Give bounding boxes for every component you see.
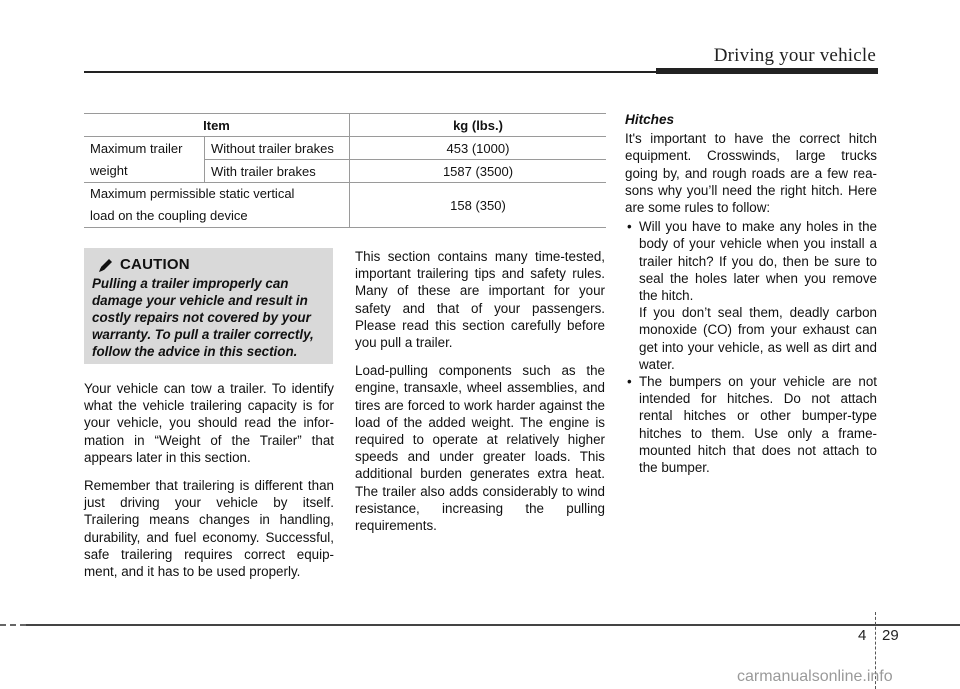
right-column xyxy=(625,111,877,476)
caution-text: Pulling a trailer improperly can damage your vehicle and result in costly repairs not covered by your warranty. To pull a trailer correctly, follow the advice in this section. xyxy=(92,276,314,359)
table-header-value: kg (lbs.) xyxy=(350,114,607,137)
list-item: • Will you have to make any holes in the body of your vehicle when you install a trailer hitch? If you do, then be sure to seal the holes later when you remove the hitch. xyxy=(625,218,877,304)
pencil-caution-icon xyxy=(98,257,114,273)
table-cell-sub: With trailer brakes xyxy=(205,160,350,183)
middle-column xyxy=(355,248,605,545)
table-cell-value: 158 (350) xyxy=(350,183,607,228)
hitches-heading: Hitches xyxy=(625,112,675,127)
left-column xyxy=(84,380,334,591)
paragraph: Load-pulling components such as the engine, transaxle, wheel assemblies, and tires are forced to work harder against the load of the added weight. The engine is required to operate at relatively higher speeds and under greater loads. This additional burden generates extra heat. The trailer also adds considerably to wind resistance, increasing the pulling requirements. xyxy=(355,363,605,534)
table-cell-sub: Without trailer brakes xyxy=(205,137,350,160)
footer-rule xyxy=(26,624,960,626)
caution-box xyxy=(84,248,333,364)
paragraph: Remember that trailering is different than just driving your vehicle by itself. Trailering means changes in handling, durability, and fuel economy. Successful, safe trailering requires correct equip-ment, and it has to be used properly. xyxy=(84,478,334,580)
paragraph: Your vehicle can tow a trailer. To identify what the vehicle trailering capacity is for your vehicle, you should read the infor-mation in “Weight of the Trailer” that appears later in this section. xyxy=(84,381,334,465)
footer-rule-dash xyxy=(0,624,26,626)
table-header-row xyxy=(84,114,606,137)
paragraph: It's important to have the correct hitch equipment. Crosswinds, large trucks going by, and rough roads are a few rea-sons why you’ll need the right hitch. Here are some rules to follow: xyxy=(625,131,877,216)
table-cell-value: 1587 (3500) xyxy=(350,160,607,183)
table-cell-label: weight xyxy=(84,160,205,183)
chapter-number: 4 xyxy=(858,627,867,644)
page-number: 29 xyxy=(882,627,899,644)
table-header-item: Item xyxy=(84,114,350,137)
caution-heading xyxy=(98,256,325,273)
paragraph: This section contains many time-tested, important trailering tips and safety rules. Many of these are important for your safety and that of your passengers. Please read this section carefully before you pull a trailer. xyxy=(355,249,605,351)
header-rule-thin xyxy=(84,71,740,73)
table-cell-label xyxy=(84,183,350,228)
table-cell-value: 453 (1000) xyxy=(350,137,607,160)
list-item: • The bumpers on your vehicle are not intended for hitches. Do not attach rental hitches or other bumper-type hitches to them. Use only a frame-mounted hitch that does not attach to the bumper. xyxy=(625,373,877,476)
table-row xyxy=(84,137,606,160)
table-row xyxy=(84,160,606,183)
header-rule-thick xyxy=(656,68,878,74)
table-cell-label-line: load on the coupling device xyxy=(90,208,248,223)
table-cell-label-line: Maximum permissible static vertical xyxy=(90,186,295,201)
trailer-weight-table xyxy=(84,113,606,228)
section-title: Driving your vehicle xyxy=(713,45,876,66)
caution-title: CAUTION xyxy=(120,256,190,273)
list-item-continuation: If you don’t seal them, deadly carbon monoxide (CO) from your exhaust can get into your vehicle, as well as dirt and water. xyxy=(639,305,877,372)
table-row xyxy=(84,183,606,228)
watermark: carmanualsonline.info xyxy=(737,668,893,685)
table-cell-label: Maximum trailer xyxy=(84,137,205,160)
